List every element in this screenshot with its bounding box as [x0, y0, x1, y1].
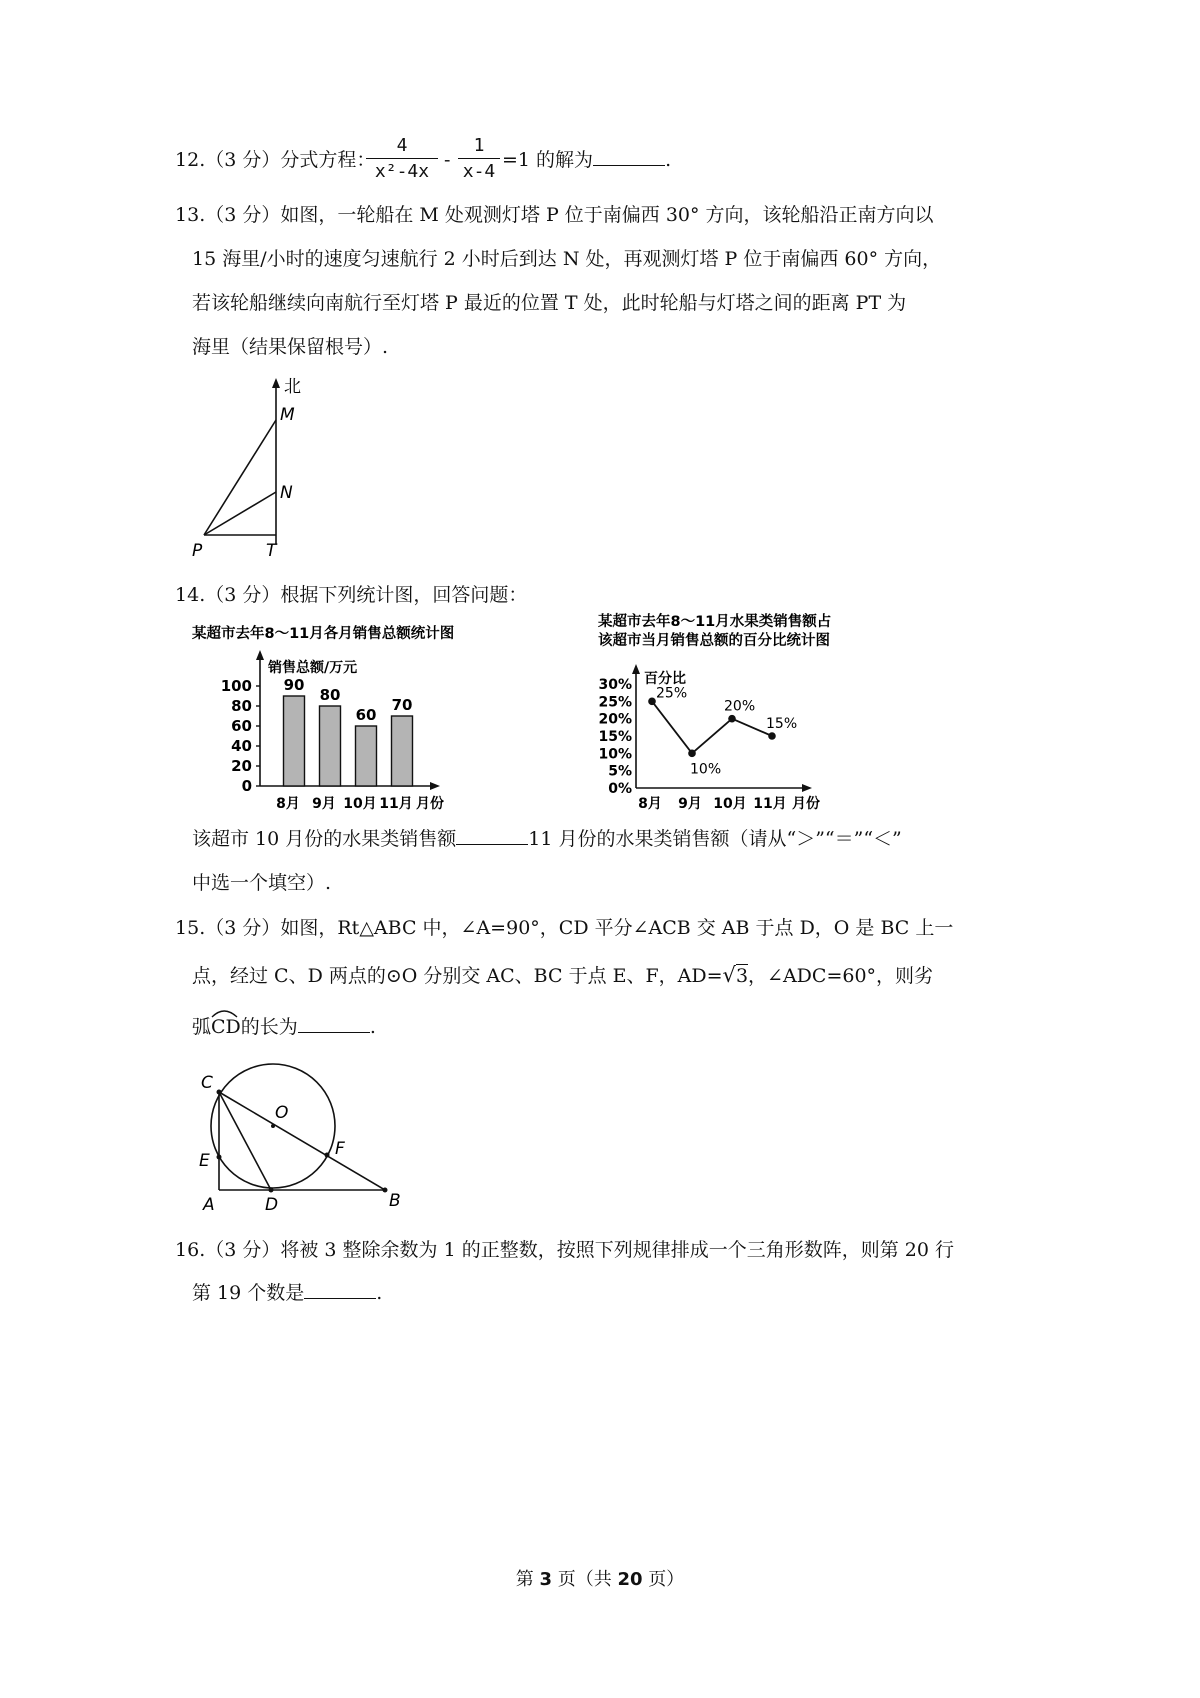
bar-value-label: 70: [391, 696, 413, 714]
bar-value-label: 60: [355, 706, 377, 724]
q13-text-4: 海里（结果保留根号）.: [192, 336, 389, 358]
line-category-label: 9月: [678, 796, 702, 812]
line-ytick-label: 15%: [598, 729, 632, 745]
q12-frac2-numerator: 1: [473, 135, 485, 156]
bar-x-axis-arrow-icon: [430, 782, 440, 790]
q15-number: 15: [175, 917, 200, 939]
q16-text-2: 第 19 个数是: [192, 1282, 305, 1304]
line-x-axis-arrow-icon: [802, 784, 812, 792]
bar-value-label: 80: [319, 686, 341, 704]
q16-line-2: [192, 1280, 382, 1306]
q15-text-3a: 弧: [192, 1016, 212, 1038]
point-P-label: P: [192, 541, 203, 561]
q15-text-3b: 的长为: [240, 1016, 298, 1038]
q14-answer-text-b: 11 月份的水果类销售额（请从“＞”“＝”“＜”: [528, 828, 902, 850]
line-category-label: 11月: [753, 796, 787, 812]
q13-number: 13: [175, 204, 200, 226]
point-E-label: E: [199, 1151, 210, 1171]
bar-ytick-label: 40: [231, 737, 252, 755]
line-category-label: 8月: [638, 796, 662, 812]
line-y-axis-label: 百分比: [644, 671, 686, 687]
q14-points: （3 分）: [205, 584, 281, 606]
q12-text: 分式方程：: [280, 149, 376, 171]
bar-4: [392, 716, 413, 786]
bar-chart: [190, 618, 490, 813]
line-point-4: [768, 732, 776, 740]
q14-answer-blank[interactable]: [456, 826, 528, 845]
bar-ytick-label: 20: [231, 757, 252, 775]
q13-line-3: 若该轮船继续向南航行至灯塔 P 最近的位置 T 处，此时轮船与灯塔之间的距离 PT 为: [192, 292, 907, 314]
q15-line-1: 15.（3 分）如图，Rt△ABC 中，∠A=90°，CD 平分∠ACB 交 AB 于点 D，O 是 BC 上一: [175, 917, 954, 939]
q14-line: 14.（3 分）根据下列统计图，回答问题：: [175, 584, 528, 606]
point-F: [325, 1153, 330, 1158]
q15-answer-blank[interactable]: [298, 1014, 370, 1033]
point-A-label: A: [203, 1195, 215, 1214]
line-PN: [204, 492, 276, 535]
point-M-label: M: [280, 405, 295, 425]
line-CB: [219, 1092, 385, 1190]
point-F-label: F: [335, 1139, 345, 1159]
point-O-label: O: [275, 1103, 289, 1123]
q12-frac2-denominator: x-4: [462, 161, 496, 182]
line-value-label: 15%: [766, 716, 798, 732]
bar-category-label: 9月: [312, 796, 336, 812]
footer-total-pages: 20: [617, 1569, 643, 1590]
point-D: [269, 1188, 274, 1193]
bar-2: [320, 706, 341, 786]
line-category-label: 10月: [713, 796, 747, 812]
line-y-axis-arrow-icon: [632, 664, 640, 674]
page-footer: [0, 1565, 1200, 1591]
line-chart-title-2: 该超市当月销售总额的百分比统计图: [598, 633, 830, 649]
q12-answer-blank[interactable]: [593, 147, 665, 166]
point-E: [217, 1155, 222, 1160]
bar-chart-title: 某超市去年8～11月各月销售总额统计图: [192, 626, 455, 642]
line-value-label: 20%: [724, 698, 756, 715]
sqrt-radicand: 3: [735, 965, 749, 987]
q15-points: （3 分）: [205, 917, 281, 939]
q12-minus: -: [444, 149, 451, 171]
sqrt-symbol: √: [722, 963, 736, 987]
footer-page-number: 3: [539, 1569, 552, 1590]
q16-number: 16: [175, 1239, 200, 1261]
q16-period: .: [376, 1282, 383, 1304]
bar-3: [356, 726, 377, 786]
q14-text: 根据下列统计图，回答问题：: [280, 584, 528, 606]
footer-post: 页）: [642, 1569, 685, 1590]
q13-figure: [190, 372, 320, 562]
q13-line-1: 13.（3 分）如图，一轮船在 M 处观测灯塔 P 位于南偏西 30° 方向，该轮船沿正南方向以: [175, 204, 934, 226]
north-label: 北: [284, 377, 301, 397]
arc-CD-label: CD: [211, 1016, 241, 1038]
arc-mark-icon: [210, 1008, 240, 1018]
arc-CD: [211, 1014, 241, 1040]
line-ytick-label: 0%: [608, 781, 632, 797]
line-x-axis-label: 月份: [792, 796, 820, 812]
line-ytick-label: 10%: [598, 746, 632, 763]
bar-1: [284, 696, 305, 786]
q14-number: 14: [175, 584, 200, 606]
line-PM: [204, 420, 276, 535]
line-chart: [596, 608, 856, 813]
q16-line-1: 16.（3 分）将被 3 整除余数为 1 的正整数，按照下列规律排成一个三角形数阵，则第 20 行: [175, 1239, 954, 1261]
q14-answer-line-2: 中选一个填空）.: [192, 872, 332, 894]
line-chart-title-1: 某超市去年8～11月水果类销售额占: [598, 614, 832, 630]
point-C-label: C: [201, 1073, 213, 1093]
q12-fraction-1: [366, 134, 438, 185]
q16-answer-blank[interactable]: [304, 1280, 376, 1299]
bar-ytick-label: 80: [231, 697, 252, 715]
bar-ytick-label: 0: [241, 777, 252, 795]
point-D-label: D: [265, 1195, 279, 1214]
q13-text-1: 如图，一轮船在 M 处观测灯塔 P 位于南偏西 30° 方向，该轮船沿正南方向以: [280, 204, 934, 226]
q12-equation-rest: =1 的解为: [502, 149, 594, 171]
bar-ytick-label: 60: [231, 717, 252, 735]
line-value-label: 25%: [656, 685, 688, 702]
point-N-label: N: [280, 483, 293, 503]
north-arrow-icon: [272, 378, 280, 388]
bar-category-label: 8月: [276, 796, 300, 812]
bar-value-label: 90: [283, 676, 305, 694]
line-ytick-label: 5%: [608, 763, 632, 780]
q13-line-2: 15 海里/小时的速度匀速航行 2 小时后到达 N 处，再观测灯塔 P 位于南偏西 60° 方向，: [192, 248, 942, 270]
point-T-label: T: [266, 541, 277, 561]
bar-category-label: 11月: [379, 796, 413, 812]
line-ytick-label: 30%: [598, 677, 632, 693]
q12-frac1-numerator: 4: [396, 135, 408, 156]
q15-line-3: [192, 1014, 376, 1040]
q13-points: （3 分）: [205, 204, 281, 226]
q12-period: .: [665, 149, 672, 171]
q16-points: （3 分）: [205, 1239, 281, 1261]
q15-text-2a: 点，经过 C、D 两点的⊙O 分别交 AC、BC 于点 E、F，AD=: [192, 965, 723, 987]
q12-line: 12.（3 分）分式方程：: [175, 149, 376, 171]
q12-frac1-denominator: x²-4x: [374, 161, 430, 182]
q16-text-1: 将被 3 整除余数为 1 的正整数，按照下列规律排成一个三角形数阵，则第 20 行: [280, 1239, 954, 1261]
bar-y-axis-label: 销售总额/万元: [268, 660, 358, 676]
line-point-1: [648, 698, 656, 706]
footer-pre: 第: [515, 1569, 540, 1590]
q12-tail: [502, 147, 671, 173]
bar-x-axis-label: 月份: [416, 796, 444, 812]
q13-line-4: [192, 334, 388, 360]
line-ytick-label: 20%: [598, 711, 632, 728]
line-ytick-label: 25%: [598, 694, 632, 711]
bar-y-axis-arrow-icon: [256, 650, 264, 660]
bar-category-label: 10月: [343, 796, 377, 812]
q12-fraction-2: [458, 134, 500, 185]
point-B: [383, 1188, 388, 1193]
point-C: [217, 1090, 222, 1095]
q15-text-2b: ，∠ADC=60°，则劣: [748, 965, 934, 987]
footer-mid: 页（共: [552, 1569, 618, 1590]
q15-period: .: [369, 1016, 376, 1038]
q14-answer-line-1: [192, 826, 902, 852]
q12-points: （3 分）: [205, 149, 281, 171]
point-O: [271, 1124, 275, 1128]
line-value-label: 10%: [690, 761, 722, 778]
q14-answer-text-a: 该超市 10 月份的水果类销售额: [192, 828, 457, 850]
q15-line-2: [192, 962, 933, 989]
q15-text-1: 如图，Rt△ABC 中，∠A=90°，CD 平分∠ACB 交 AB 于点 D，O 是 BC 上一: [280, 917, 954, 939]
q15-figure: [195, 1062, 415, 1214]
q12-number: 12: [175, 149, 200, 171]
line-point-2: [688, 750, 696, 758]
line-point-3: [728, 715, 736, 723]
bar-ytick-label: 100: [220, 677, 252, 695]
point-B-label: B: [389, 1191, 401, 1211]
